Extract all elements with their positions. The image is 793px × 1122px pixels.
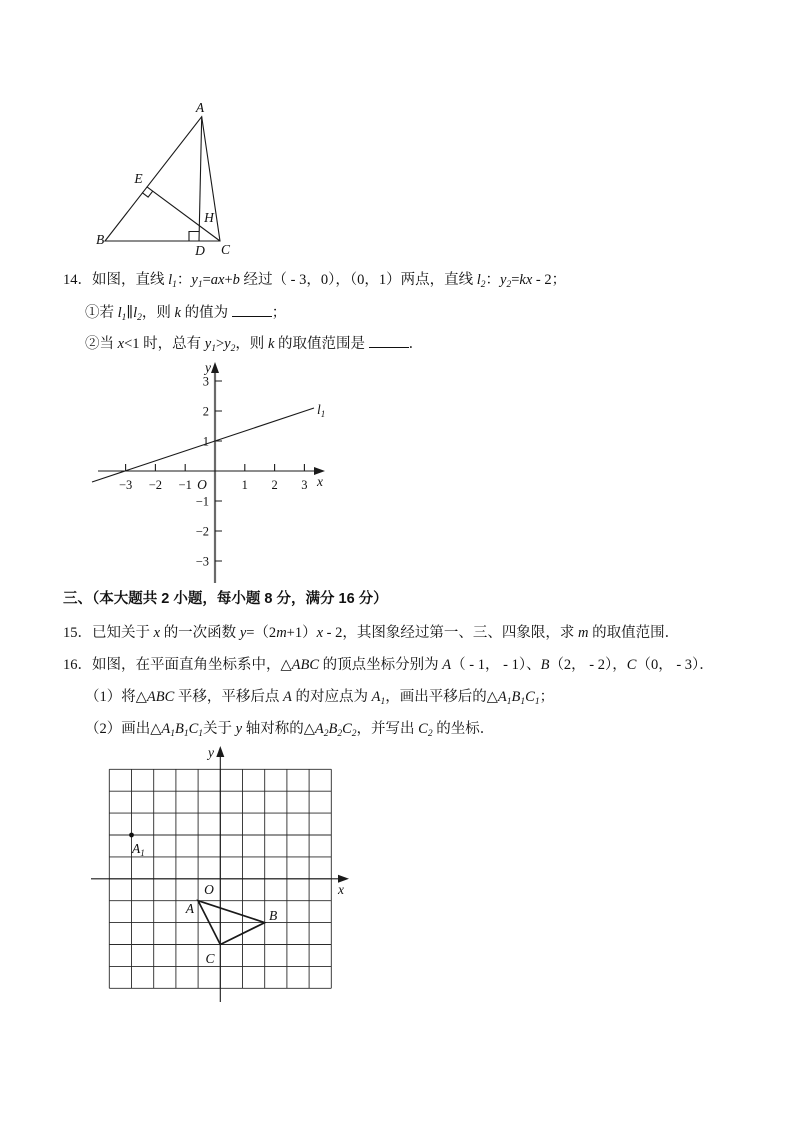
text-segment: 1 — [211, 344, 216, 354]
text-segment: y — [191, 272, 198, 288]
label-h: H — [204, 210, 214, 225]
text-segment: 1 — [506, 697, 512, 707]
x-tick-label: 3 — [301, 478, 308, 492]
answer-blank-underline — [232, 302, 272, 317]
text-segment: 的对应点为 — [291, 689, 372, 705]
text-segment: 平移，平移后点 — [174, 689, 284, 705]
text-segment: A — [314, 721, 324, 737]
text-segment: = — [202, 272, 211, 288]
text-segment: 的取值范围． — [588, 625, 680, 641]
text-segment: y — [500, 272, 507, 288]
point-a1-label: A1 — [132, 841, 145, 858]
text-segment: 1 — [534, 697, 540, 707]
text-segment: ①若 — [85, 305, 118, 321]
y-tick-label: −1 — [195, 494, 209, 509]
text-segment: 经过（ - 3，0），（0，1）两点，直线 — [239, 272, 477, 288]
label-b: B — [96, 232, 105, 247]
text-segment: 2 — [480, 280, 486, 290]
text-segment: y — [235, 721, 243, 737]
text-segment: C — [525, 689, 535, 705]
text-segment: + — [224, 272, 233, 288]
text-segment: 1 — [520, 697, 526, 707]
text-segment: B — [540, 657, 550, 673]
text-segment: l — [168, 272, 173, 288]
y-axis-label: y — [205, 360, 211, 375]
text-segment: 1 — [172, 280, 177, 290]
text-segment: 的值为 — [180, 305, 232, 321]
text-segment: 2 — [323, 729, 329, 739]
text-segment: ： — [485, 272, 501, 288]
text-segment: C — [418, 721, 428, 737]
label-a: A — [195, 100, 205, 115]
x-tick-label: −3 — [118, 478, 133, 492]
text-segment: 2 — [506, 280, 512, 290]
text-segment: C — [342, 721, 352, 737]
text-segment: ，并写出 — [356, 721, 419, 737]
text-segment: l — [117, 305, 122, 321]
text-segment: +1） — [286, 625, 317, 641]
text-segment: k — [267, 336, 275, 352]
question-16-part1 — [85, 687, 554, 712]
text-segment: =（2 — [246, 625, 277, 641]
question-15-text — [63, 623, 679, 643]
text-segment: = — [511, 272, 520, 288]
y-tick-label: 1 — [202, 434, 209, 449]
y-tick-label: 2 — [202, 404, 209, 419]
origin-label: O — [204, 882, 214, 897]
x-axis-label: x — [317, 474, 323, 489]
text-segment: A — [161, 721, 171, 737]
text-segment: > — [215, 336, 225, 352]
text-segment: l — [476, 272, 481, 288]
question-14-sub1 — [85, 302, 286, 328]
text-segment: l — [133, 305, 138, 321]
text-segment: y — [239, 625, 247, 641]
text-segment: ，则 — [141, 305, 175, 321]
label-c: C — [205, 951, 215, 966]
text-segment: C — [188, 721, 199, 737]
text-segment: 的一次函数 — [160, 625, 240, 641]
right-angle-mark-d — [189, 232, 199, 242]
segment-ad — [199, 117, 202, 241]
text-segment: b — [232, 272, 240, 288]
text-segment: B — [511, 689, 521, 705]
text-segment: - 2，其图象经过第一、三、四象限，求 — [323, 625, 578, 641]
x-tick-label: 1 — [241, 478, 248, 492]
text-segment: ax — [210, 272, 225, 288]
y-axis-arrow — [211, 362, 219, 373]
label-c: C — [221, 242, 231, 257]
text-segment: 2 — [351, 729, 357, 739]
text-segment: A — [371, 689, 381, 705]
text-segment: - 2； — [532, 272, 567, 288]
text-segment: 1 — [183, 729, 189, 739]
text-segment: （ - 1， - 1）、 — [451, 657, 541, 673]
text-segment: ，则 — [235, 336, 268, 352]
text-segment: 1 — [170, 729, 176, 739]
text-segment: （0， - 3）． — [636, 657, 714, 673]
text-segment: 15．已知关于 — [63, 625, 154, 641]
text-segment: k — [174, 305, 181, 321]
text-segment: 2 — [137, 313, 142, 323]
figure-grid-plot — [88, 742, 368, 1010]
text-segment: （2， - 2）， — [549, 657, 627, 673]
text-segment: <1 时，总有 — [124, 336, 205, 352]
text-segment: A — [497, 689, 507, 705]
text-segment: 的顶点坐标分别为 — [319, 657, 443, 673]
text-segment: C — [626, 657, 637, 673]
label-d: D — [195, 243, 205, 258]
question-16-text — [63, 655, 714, 675]
x-axis-label: x — [338, 882, 344, 897]
text-segment: ； — [539, 689, 555, 705]
text-segment: x — [153, 625, 161, 641]
y-axis-label: y — [208, 745, 214, 760]
y-tick-label: 3 — [202, 374, 209, 389]
text-segment: 2 — [230, 344, 236, 354]
text-segment: ABC — [146, 689, 175, 705]
x-tick-label: −1 — [178, 478, 192, 492]
text-segment: 1 — [121, 313, 127, 323]
text-segment: ； — [271, 305, 287, 321]
text-segment: y — [204, 336, 212, 352]
text-segment: ②当 — [85, 336, 118, 352]
line-l1-label: l1 — [317, 402, 326, 419]
text-segment: x — [117, 336, 125, 352]
text-segment: （1）将△ — [85, 689, 147, 705]
question-16-part2 — [85, 719, 494, 744]
answer-blank-underline — [369, 333, 409, 348]
text-segment: 的坐标． — [432, 721, 495, 737]
text-segment: A — [442, 657, 452, 673]
text-segment: ． — [408, 336, 424, 352]
y-tick-label: −3 — [195, 554, 209, 569]
text-segment: A — [283, 689, 292, 705]
text-segment: x — [316, 625, 324, 641]
origin-label: O — [197, 477, 207, 492]
figure-triangle — [95, 95, 245, 263]
text-segment: （2）画出△ — [85, 721, 162, 737]
text-segment: 14．如图，直线 — [63, 272, 169, 288]
text-segment: 的取值范围是 — [274, 336, 369, 352]
y-axis-arrow — [216, 746, 224, 757]
text-segment: ： — [176, 272, 192, 288]
label-e: E — [134, 171, 143, 186]
text-segment: ABC — [291, 657, 320, 673]
triangle-abc-outline — [105, 117, 220, 241]
text-segment: 轴对称的△ — [242, 721, 315, 737]
text-segment: 1 — [197, 280, 203, 290]
text-segment: ∥ — [126, 305, 134, 321]
text-segment: y — [224, 336, 231, 352]
label-a: A — [185, 901, 194, 916]
text-segment: B — [328, 721, 338, 737]
text-segment: 2 — [337, 729, 343, 739]
question-14-text — [63, 270, 566, 295]
text-segment: kx — [519, 272, 533, 288]
section-3-heading — [63, 589, 388, 609]
text-segment: 1 — [380, 697, 386, 707]
text-segment: 三、（本大题共 2 小题，每小题 8 分，满分 16 分） — [63, 591, 388, 607]
x-tick-label: 2 — [271, 478, 278, 492]
figure-line-graph — [88, 356, 338, 588]
y-tick-label: −2 — [195, 524, 209, 539]
label-b: B — [269, 908, 278, 923]
point-a1-dot — [129, 833, 134, 838]
x-tick-label: −2 — [148, 478, 163, 492]
text-segment: m — [578, 625, 589, 641]
text-segment: 16．如图，在平面直角坐标系中，△ — [63, 657, 292, 673]
text-segment: ，画出平移后的△ — [385, 689, 498, 705]
text-segment: 关于 — [203, 721, 236, 737]
text-segment: m — [276, 625, 287, 641]
text-segment: B — [175, 721, 184, 737]
text-segment: 2 — [427, 729, 433, 739]
text-segment: 1 — [198, 729, 204, 739]
